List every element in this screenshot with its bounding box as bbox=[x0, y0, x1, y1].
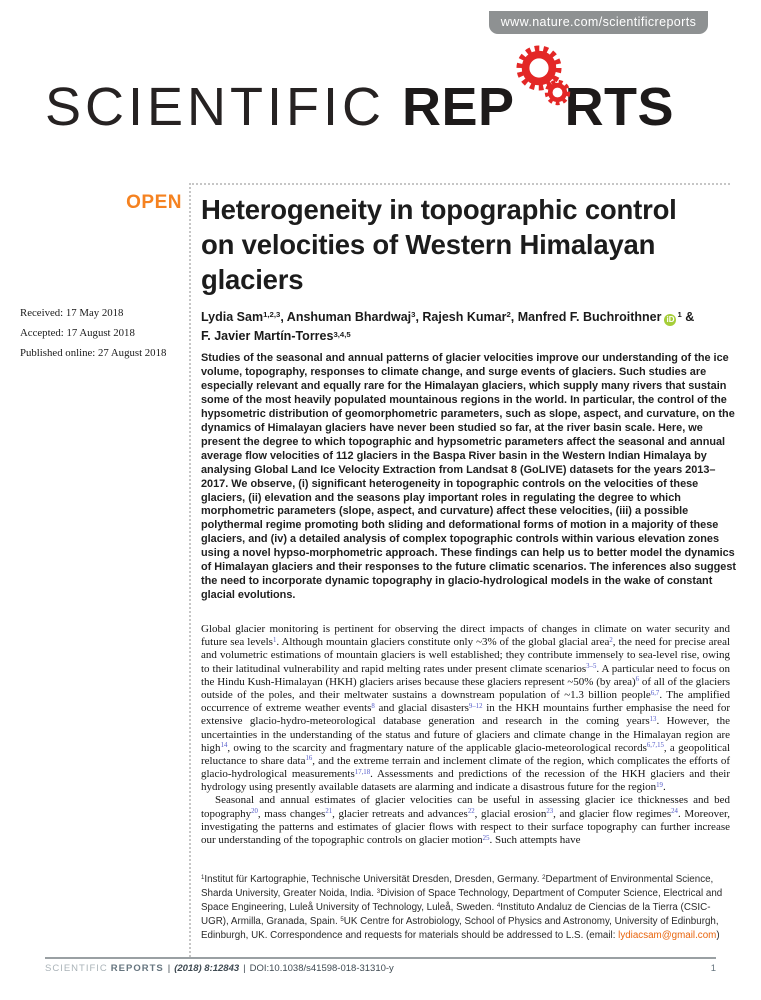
page-number: 1 bbox=[710, 963, 716, 974]
superscript: 6,7 bbox=[650, 689, 660, 697]
footer-journal-scientific: SCIENTIFIC bbox=[45, 963, 108, 974]
superscript: 20 bbox=[251, 808, 258, 816]
text-segment: Seasonal and annual estimates of glacier velocities can be useful in assessing glacier ice thicknesses and bed topography bbox=[201, 794, 730, 820]
text-segment: , Rajesh Kumar bbox=[415, 310, 507, 324]
superscript: 24 bbox=[671, 808, 678, 816]
authors-line-2 bbox=[201, 327, 736, 346]
body-text bbox=[201, 623, 730, 847]
footer-journal-reports: REPORTS bbox=[110, 963, 164, 974]
text-segment: UK Centre for Astrobiology, School of Physics and Astronomy, University of Edinburgh, Edinburgh, UK. Correspondence and requests for materials should be addressed to L.S. (email: bbox=[201, 915, 719, 941]
footer-citation-line bbox=[45, 963, 394, 974]
text-segment: Division of Space Technology, Department of Computer Science, Electrical and Space Engineering, Luleå University of Technology, Luleå, Sweden. bbox=[201, 887, 723, 913]
superscript: 9–12 bbox=[468, 702, 483, 710]
text-segment: ) bbox=[716, 929, 720, 941]
superscript: 14 bbox=[220, 742, 228, 750]
text-segment: , Anshuman Bhardwaj bbox=[280, 310, 412, 324]
text-segment: , mass changes bbox=[257, 807, 326, 820]
logo-text-rts: RTS bbox=[564, 77, 675, 137]
text-segment: Lydia Sam bbox=[201, 310, 264, 324]
footer-separator: | bbox=[243, 963, 246, 974]
superscript: 1 bbox=[677, 310, 682, 320]
article-title: Heterogeneity in topographic control on velocities of Western Himalayan glaciers bbox=[201, 194, 677, 295]
text-segment: . Assessments and predictions of the recession of the HKH glaciers and their hydrology using presently available datasets are alarming and indicate a disastrous future for the region bbox=[201, 768, 730, 794]
text-segment: . A particular need to focus on the Hindu Kush-Himalayan (HKH) glaciers arises because these glaciers represent ~50% (by area) bbox=[201, 662, 730, 688]
logo-text-rep: REP bbox=[402, 77, 515, 137]
text-segment: , glacier retreats and advances bbox=[332, 807, 468, 820]
superscript: 3–5 bbox=[586, 663, 597, 671]
superscript: 8 bbox=[371, 702, 375, 710]
superscript: 19 bbox=[656, 781, 663, 789]
text-segment: Department of Environmental Science, Sharda University, Greater Noida, India. bbox=[201, 874, 714, 899]
text-segment: , and glacier flow regimes bbox=[553, 807, 672, 820]
superscript: 3,4,5 bbox=[333, 329, 351, 339]
superscript: 13 bbox=[649, 715, 657, 723]
superscript: 4 bbox=[496, 902, 501, 909]
logo-text-scientific: SCIENTIFIC bbox=[45, 77, 386, 137]
received-date: Received: 17 May 2018 bbox=[20, 307, 124, 319]
superscript: 6 bbox=[635, 676, 640, 684]
accepted-date: Accepted: 17 August 2018 bbox=[20, 327, 135, 339]
superscript: 1 bbox=[272, 636, 277, 644]
text-segment: , the need for precise areal and volumetric estimations of mountain glaciers is well established; they contribute immensely to sea-level rise, owing to their latitudinal vulnerability and rapid melting rates under present climate scenarios bbox=[201, 636, 731, 675]
text-segment: of all of the glaciers outside of the poles, and their meltwater sustains a downstream population of ~1.3 billion people bbox=[201, 675, 730, 701]
text-segment: and glacial disasters bbox=[374, 702, 469, 715]
superscript: 23 bbox=[546, 808, 554, 816]
body-paragraph-1 bbox=[201, 623, 730, 794]
text-segment: in the HKH mountains further emphasise the need for extensive glacio-hydro-meteorological database generation and research in the coming years bbox=[201, 702, 730, 728]
text-segment: . However, the uncertainties in the understanding of the status and future of glaciers and climate change in the Himalayan region are high bbox=[201, 715, 730, 754]
affiliations bbox=[201, 873, 733, 943]
text-segment: , owing to the scarcity and fragmentary nature of the applicable glacio-meteorological records bbox=[227, 741, 647, 754]
superscript: 22 bbox=[467, 808, 475, 816]
gear-icons bbox=[515, 85, 565, 125]
superscript: 16 bbox=[305, 755, 313, 763]
article-dates bbox=[20, 303, 185, 363]
authors bbox=[201, 308, 736, 347]
footer bbox=[45, 963, 716, 974]
gear-icon-small bbox=[544, 79, 571, 106]
text-segment: Global glacier monitoring is pertinent for observing the direct impacts of changes in climate on water security and future sea levels bbox=[201, 623, 730, 649]
superscript: 2 bbox=[609, 636, 613, 644]
text-segment: . Although mountain glaciers constitute only ~3% of the global glacial area bbox=[276, 636, 610, 649]
superscript: 17,18 bbox=[354, 768, 371, 776]
body-paragraph-2 bbox=[201, 794, 730, 847]
footer-separator: | bbox=[167, 963, 171, 974]
superscript: 2 bbox=[542, 874, 546, 881]
footer-volume-citation: (2018) 8:12843 bbox=[174, 963, 240, 974]
published-date: Published online: 27 August 2018 bbox=[20, 347, 167, 359]
text-segment: , and the extreme terrain and inclement climate of the region, which complicates the efforts of glacio-hydrological measurements bbox=[201, 754, 730, 781]
orcid-icon: iD bbox=[666, 315, 675, 324]
logo-text-reports bbox=[402, 76, 674, 138]
journal-logo bbox=[45, 76, 735, 138]
superscript: 3 bbox=[411, 310, 416, 320]
text-segment: , Manfred F. Buchroithner bbox=[510, 310, 662, 324]
superscript: 3 bbox=[376, 888, 381, 895]
dotted-divider-vertical bbox=[189, 183, 191, 957]
abstract: Studies of the seasonal and annual patterns of glacier velocities improve our understanding of the ice volume, topography, responses to climate change, and surge events of glaciers. Such studies are especially relevant and equally rare for the Himalayan glaciers, which supply many rivers that sustain some of the most heavily populated mountainous regions in the world. In particular, the control of the hypsometric distribution of geomorphometric parameters, such as slope, aspect, and curvature, on the dynamics of Himalayan glaciers have never been studied so far, at the river basin scale. Here, we present the degree to which topographic and hypsometric parameters affect the seasonal and annual average flow velocities of 112 glaciers in the Baspa River basin in the Western Indian Himalaya by analysing Global Land Ice Velocity Extraction from Landsat 8 (GoLIVE) datasets for the years 2013–2017. We observe, (i) significant heterogeneity in topographic controls on the velocities of these glaciers, (ii) elevation and the seasons play important roles in regulating the degree to which morphometric parameters (slope, aspect, and curvature) affect these velocities, (iii) a possible polythermal regime promoting both sliding and deformational forms of motion in a majority of these glaciers, and (iv) a detailed analysis of complex topographic controls within various elevation zones using a novel hypso-morphometric approach. These findings can help us to better model the dynamics of Himalayan glaciers and their responses to the future climatic scenarios. The inferences also suggest the need to incorporate dynamic topography in glacio-hydrological models in the wake of constant glacial evolutions. bbox=[201, 352, 737, 602]
text-segment: . The amplified occurrence of extreme weather events bbox=[201, 688, 730, 715]
superscript: 1,2,3 bbox=[263, 310, 281, 320]
open-access-label: OPEN bbox=[126, 192, 182, 213]
superscript: 25 bbox=[482, 834, 490, 842]
superscript: 5 bbox=[340, 916, 344, 923]
site-url-tab: www.nature.com/scientificreports bbox=[489, 11, 708, 34]
email-link[interactable]: lydiacsam@gmail.com bbox=[618, 929, 717, 941]
superscript: 6,7,15 bbox=[646, 742, 664, 750]
text-segment: Institut für Kartographie, Technische Universität Dresden, Dresden, Germany. bbox=[204, 874, 543, 885]
footer-rule bbox=[45, 957, 716, 959]
text-segment: & bbox=[681, 310, 695, 324]
superscript: 21 bbox=[325, 808, 333, 816]
text-segment: F. Javier Martín-Torres bbox=[201, 329, 334, 344]
text-segment: . Such attempts have bbox=[489, 834, 581, 846]
text-segment: . bbox=[662, 781, 666, 794]
superscript: 1 bbox=[201, 874, 205, 881]
authors-line-1 bbox=[201, 308, 736, 327]
text-segment: . Moreover, investigating the patterns and estimates of glacier flows with respect to their surface topography can further increase our understanding of the topographic controls on glacier motion bbox=[201, 807, 730, 846]
superscript: 2 bbox=[506, 310, 511, 320]
dotted-divider-horizontal bbox=[189, 183, 730, 185]
text-segment: , a geopolitical reluctance to share data bbox=[201, 741, 731, 767]
text-segment: , glacial erosion bbox=[474, 807, 547, 820]
text-segment: Instituto Andaluz de Ciencias de la Tierra (CSIC-UGR), Armilla, Granada, Spain. bbox=[201, 901, 711, 927]
footer-doi: DOI:10.1038/s41598-018-31310-y bbox=[249, 963, 394, 974]
